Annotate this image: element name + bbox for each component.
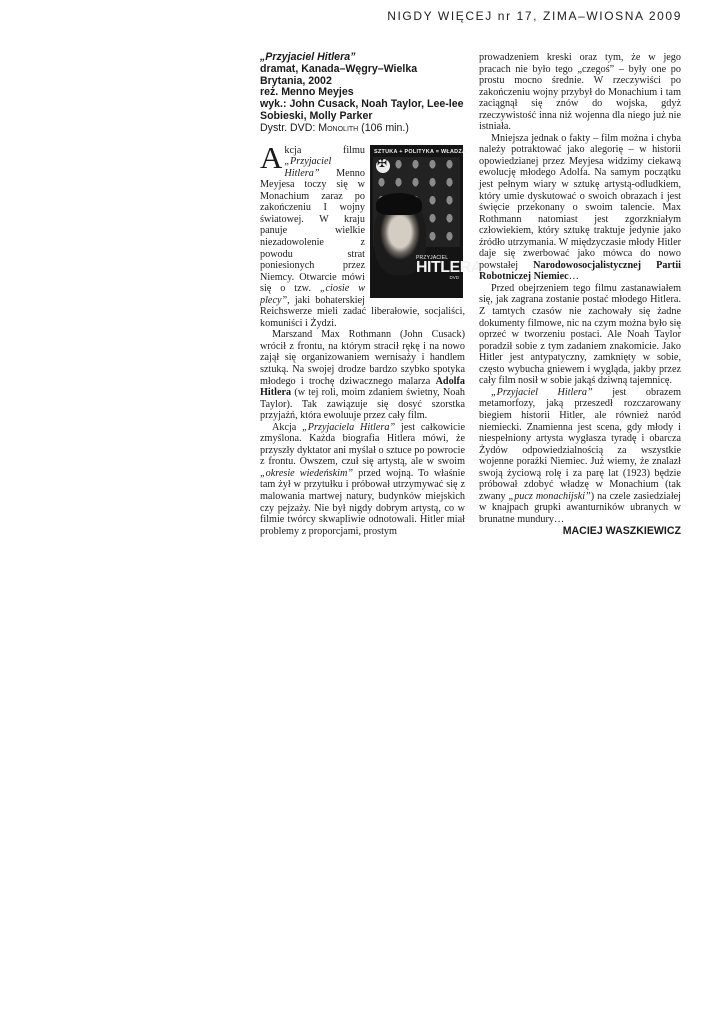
- article-paragraph-3: [260, 422, 465, 537]
- article-paragraph-2: [260, 329, 465, 421]
- swastika-emblem-icon: [376, 159, 390, 173]
- right-column: [479, 52, 681, 538]
- film-cast: wyk.: John Cusack, Noah Taylor, Lee-lee Sobieski, Molly Parker: [260, 98, 464, 122]
- text-run: (w tej roli, moim zdaniem świetny, Noah Taylor). Tak zawiązuje się dosyć szorstka przyjaźń, która ewoluuje przez cały film.: [260, 387, 465, 422]
- poster-hair: [376, 193, 422, 215]
- text-run: Akcja: [272, 421, 303, 433]
- article-paragraph-4: prowadzeniem kreski oraz tym, że w jego pracach nie było tego „czegoś” – były one po prostu mocno średnie. W rzeczywiści po zakończeniu wojny przybył do Monachium i tam zaciągnął się znów do wojska, gdyż rzeczywistość inna niż wojenna dla niego już nie istniała.: [479, 52, 681, 133]
- left-column: [260, 51, 482, 537]
- text-run: Mniejsza jednak o fakty – film można i chyba należy potraktować jako alegorię – w historii opowiedzianej przez Meyjesa widzimy ciekawą ewolucję młodego Adolfa. Na samym początku jest pełnym wiary w sztukę artystą-odludkiem, który umie dyskutować o swoich obrazach i jest święcie przekonany o swoim talencie. Max Rothmann natomiast jest zgorzkniałym człowiekiem, który sztukę traktuje jedynie jako źródło utrzymania. W międzyczasie młody Hitler daje się zwerbować jako mówca do nowo powstałej: [479, 132, 681, 271]
- author-signature: MACIEJ WASZKIEWICZ: [562, 525, 681, 538]
- article-paragraph-6: Przed obejrzeniem tego filmu zastanawiałem się, jak zagrana zostanie postać młodego Hitlera. Z tamtych czasów nie zachowały się żadne dokumenty filmowe, nic na czym można było się oprzeć w tworzeniu postaci. Ale Noah Taylor poradził sobie z tym zadaniem znakomicie. Jako Hitler jest antypatyczny, zamknięty w sobie, często wybucha gniewem i wygląda, jakby przez cały film nosił w sobie jakąś dziwną tajemnicę.: [479, 282, 681, 387]
- distr-prefix: Dystr. DVD:: [260, 121, 319, 134]
- text-run: jest obrazem metamorfozy, jaką przeszedł rozczarowany biegiem historii Hitler, ale również naród niemiecki. Znamienna jest scena, gdy młody i niespełniony artysta wygłasza tyradę i obarcza Żydów odpowiedzialnością za wszystkie wojenne porażki Niemiec. Już wiemy, że znalazł swoją życiową rolę i za parę lat (1923) będzie próbował zdobyć władzę w Monachium (tak zwany: [479, 386, 682, 502]
- text-run: ) na czele zasiedziałej w knajpach grupki awanturników ubranych w brunatne mundury…: [479, 490, 682, 525]
- text-run: jest całkowicie zmyślona. Każda biografia Hitlera mówi, że przyszły dyktator ani myślał o sztuce po powrocie z frontu. Owszem, czuł się artystą, ale w swoim: [260, 421, 465, 468]
- text-run: Menno Meyjesa toczy się w Monachium zaraz po zakończeniu I wojny światowej. W kraju panuje wielkie niezadowolenie z powodu strat poniesionych przez Niemcy. Otwarcie mówi się o tzw.: [260, 167, 365, 295]
- article-paragraph-7: [479, 387, 681, 526]
- text-run: przed wojną. To właśnie tam żył w przytułku i próbował utrzymywać się z malowania martwej natury, budynków miejskich czy pejzaży. Nie był nigdy dobrym artystą, co w filmie twórcy skwapliwie odnotowali. Hitler miał problemy z proporcjami, prostym: [260, 467, 465, 537]
- film-title-inline: „Przyjaciel Hitlera”: [284, 156, 332, 179]
- name-inline: Adolfa Hitlera: [260, 375, 465, 399]
- film-title-inline: „Przyjaciel Hitlera”: [491, 386, 593, 398]
- film-genre: dramat, Kanada–Węgry–Wielka Brytania, 2002: [260, 62, 418, 87]
- dvd-cover-image: [370, 145, 482, 298]
- poster-title-small: PRZYJACIEL: [416, 254, 449, 261]
- text-run: Marszand Max Rothmann (John Cusack) wrócił z frontu, na którym stracił rękę i na nowo zajął się organizowaniem wernisaży i handlem sztuką. Na swojej drodze bardzo szybko spotyka młodego i trochę dziwacznego malarza: [260, 329, 465, 387]
- page-header: NIGDY WIĘCEJ nr 17, ZIMA–WIOSNA 2009: [387, 9, 682, 23]
- quote-inline: „pucz monachijski”: [508, 490, 591, 502]
- text-run: , jaki bohaterskiej Reichswerze mieli zadać liberałowie, socjaliści, komuniści i Żydzi.: [260, 294, 465, 329]
- text-run: kcja filmu: [284, 144, 365, 156]
- poster-title: [416, 253, 482, 277]
- poster-title-big: HITLERA: [416, 259, 482, 277]
- film-info-box: [260, 52, 465, 135]
- film-title: „Przyjaciel Hitlera”: [260, 51, 356, 63]
- quote-inline: „ciosie w plecy”: [260, 283, 365, 306]
- text-run: …: [568, 271, 579, 283]
- film-director: reż. Menno Meyjes: [260, 86, 354, 99]
- film-distribution: [260, 123, 465, 135]
- poster-tagline: SZTUKA + POLITYKA = WŁADZA: [374, 148, 467, 155]
- drop-cap: A: [260, 139, 283, 175]
- article-paragraph-5: [479, 133, 681, 283]
- party-name-inline: Narodowosocjalistycznej Partii Robotniczej Niemiec: [479, 259, 681, 283]
- dvd-logo: DVD: [449, 275, 459, 281]
- quote-inline: „okresie wiedeńskim”: [260, 467, 353, 479]
- film-title-inline: „Przyjaciela Hitlera”: [302, 421, 396, 433]
- distr-company: Monolith: [318, 121, 359, 134]
- distr-suffix: (106 min.): [358, 121, 409, 134]
